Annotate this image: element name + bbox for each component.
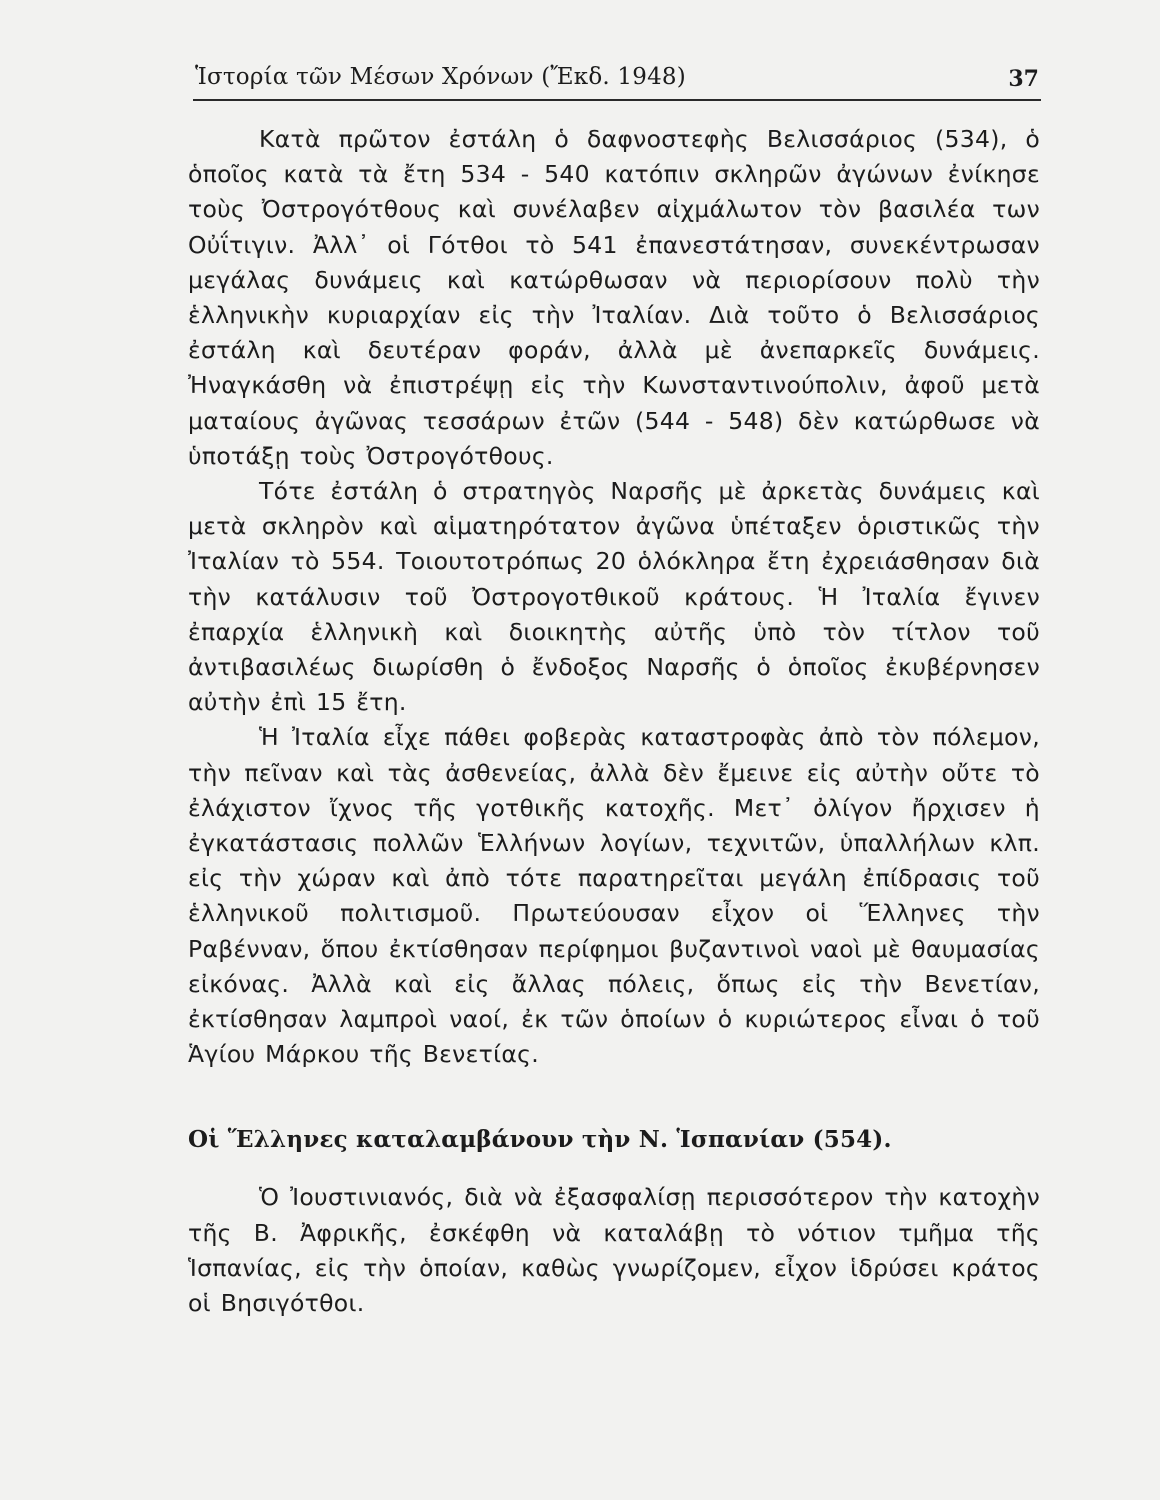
paragraph-spain: Ὁ Ἰουστινιανός, διὰ νὰ ἐξασφαλίσῃ περισσότερον τὴν κατοχὴν τῆς Β. Ἀφρικῆς, ἐσκέφθη νὰ καταλάβῃ τὸ νότιον τμῆμα τῆς Ἱσπανίας, εἰς τὴν ὁποίαν, καθὼς γνωρίζομεν, εἶχον ἱδρύσει κράτος οἱ Βησιγότθοι.	[188, 1183, 1040, 1318]
page-number: 37	[1008, 66, 1039, 92]
paragraph-italy-aftermath: Ἡ Ἰταλία εἶχε πάθει φοβερὰς καταστροφὰς ἀπὸ τὸν πόλεμον, τὴν πεῖναν καὶ τὰς ἀσθενείας, ἀλλὰ δὲν ἔμεινε εἰς αὐτὴν οὔτε τὸ ἐλάχιστον ἴχνος τῆς γοτθικῆς κατοχῆς. Μετ᾽ ὀλίγον ἤρχισεν ἡ ἐγκατάστασις πολλῶν Ἑλλήνων λογίων, τεχνιτῶν, ὑπαλλήλων κλπ. εἰς τὴν χώραν καὶ ἀπὸ τότε παρατηρεῖται μεγάλη ἐπίδρασις τοῦ ἑλληνικοῦ πολιτισμοῦ. Πρωτεύουσαν εἶχον οἱ Ἕλληνες τὴν Ραβένναν, ὅπου ἐκτίσθησαν περίφημοι βυζαντινοὶ ναοὶ μὲ θαυμασίας εἰκόνας. Ἀλλὰ καὶ εἰς ἄλλας πόλεις, ὅπως εἰς τὴν Βενετίαν, ἐκτίσθησαν λαμπροὶ ναοί, ἐκ τῶν ὁποίων ὁ κυριώτερος εἶναι ὁ τοῦ Ἁγίου Μάρκου τῆς Βενετίας.	[188, 723, 1040, 1069]
section-heading: Οἱ Ἕλληνες καταλαμβάνουν τὴν Ν. Ἱσπανίαν (554).	[188, 1126, 892, 1154]
body-text	[188, 122, 1040, 1321]
paragraph-narses: Τότε ἐστάλη ὁ στρατηγὸς Ναρσῆς μὲ ἀρκετὰς δυνάμεις καὶ μετὰ σκληρὸν καὶ αἱματηρότατον ἀγῶνα ὑπέταξεν ὁριστικῶς τὴν Ἰταλίαν τὸ 554. Τοιουτοτρόπως 20 ὁλόκληρα ἔτη ἐχρειάσθησαν διὰ τὴν κατάλυσιν τοῦ Ὀστρογοτθικοῦ κράτους. Ἡ Ἰταλία ἔγινεν ἐπαρχία ἑλληνικὴ καὶ διοικητὴς αὐτῆς ὑπὸ τὸν τίτλον τοῦ ἀντιβασιλέως διωρίσθη ὁ ἔνδοξος Ναρσῆς ὁ ὁποῖος ἐκυβέρνησεν αὐτὴν ἐπὶ 15 ἔτη.	[188, 477, 1040, 717]
paragraph-belisarius: Κατὰ πρῶτον ἐστάλη ὁ δαφνοστεφὴς Βελισσάριος (534), ὁ ὁποῖος κατὰ τὰ ἔτη 534 - 540 κατόπιν σκληρῶν ἀγώνων ἐνίκησε τοὺς Ὀστρογότθους καὶ συνέλαβεν αἰχμάλωτον τὸν βασιλέα των Οὐΐτιγιν. Ἀλλ᾽ οἱ Γότθοι τὸ 541 ἐπανεστάτησαν, συνεκέντρωσαν μεγάλας δυνάμεις καὶ κατώρθωσαν νὰ περιορίσουν πολὺ τὴν ἑλληνικὴν κυριαρχίαν εἰς τὴν Ἰταλίαν. Διὰ τοῦτο ὁ Βελισσάριος ἐστάλη καὶ δευτέραν φοράν, ἀλλὰ μὲ ἀνεπαρκεῖς δυνάμεις. Ἠναγκάσθη νὰ ἐπιστρέψῃ εἰς τὴν Κωνσταντινούπολιν, ἀφοῦ μετὰ ματαίους ἀγῶνας τεσσάρων ἐτῶν (544 - 548) δὲν κατώρθωσε νὰ ὑποτάξῃ τοὺς Ὀστρογότθους.	[188, 125, 1040, 470]
running-header	[193, 62, 1043, 102]
header-rule	[193, 99, 1041, 101]
running-title: Ἱστορία τῶν Μέσων Χρόνων (Ἔκδ. 1948)	[195, 64, 686, 90]
